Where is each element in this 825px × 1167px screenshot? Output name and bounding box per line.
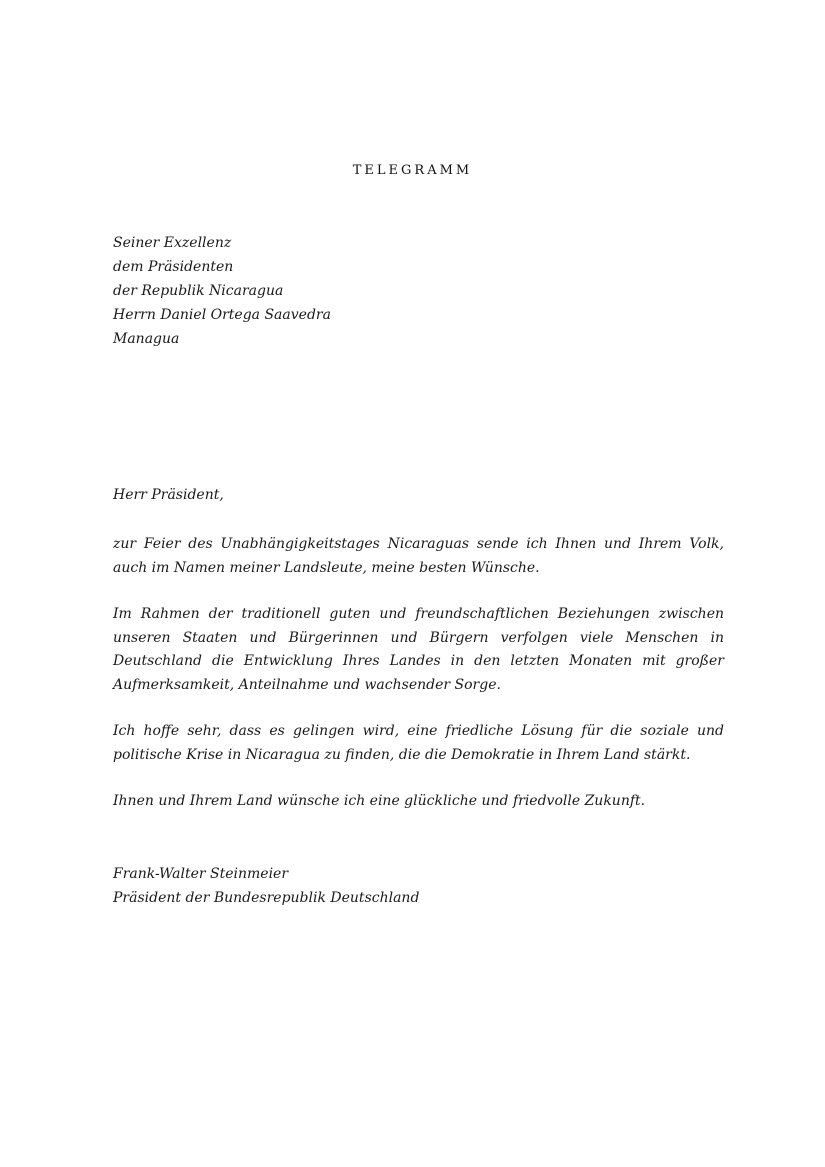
paragraph-wishes: Ihnen und Ihrem Land wünsche ich eine glückliche und friedvolle Zukunft. [113, 793, 646, 809]
recipient-line-city: Managua [113, 331, 180, 347]
paragraph-greeting: zur Feier des Unabhängigkeitstages Nicaraguas sende ich Ihnen und Ihrem Volk, auch im Namen meiner Landsleute, meine besten Wünsche. [113, 536, 724, 576]
document-title: TELEGRAMM [352, 163, 473, 178]
salutation: Herr Präsident, [113, 487, 224, 503]
paragraph-relations: Im Rahmen der traditionell guten und freundschaftlichen Beziehungen zwischen unseren Staaten und Bürgerinnen und Bürgern verfolgen viele Menschen in Deutschland die Entwicklung Ihres Landes in den letzten Monaten mit großer Aufmerksamkeit, Anteilnahme und wachsender Sorge. [113, 606, 724, 693]
signature-block [113, 862, 419, 910]
signature-role: Präsident der Bundesrepublik Deutschland [113, 890, 420, 906]
recipient-line-country: der Republik Nicaragua [113, 283, 284, 299]
recipient-line-title: dem Präsidenten [113, 259, 234, 275]
paragraph-hope: Ich hoffe sehr, dass es gelingen wird, eine friedliche Lösung für die soziale und politische Krise in Nicaragua zu finden, die die Demokratie in Ihrem Land stärkt. [113, 723, 724, 763]
recipient-line-name: Herrn Daniel Ortega Saavedra [113, 307, 331, 323]
signature-name: Frank-Walter Steinmeier [113, 866, 289, 882]
recipient-address [113, 231, 331, 351]
recipient-line-honorific: Seiner Exzellenz [113, 235, 232, 251]
